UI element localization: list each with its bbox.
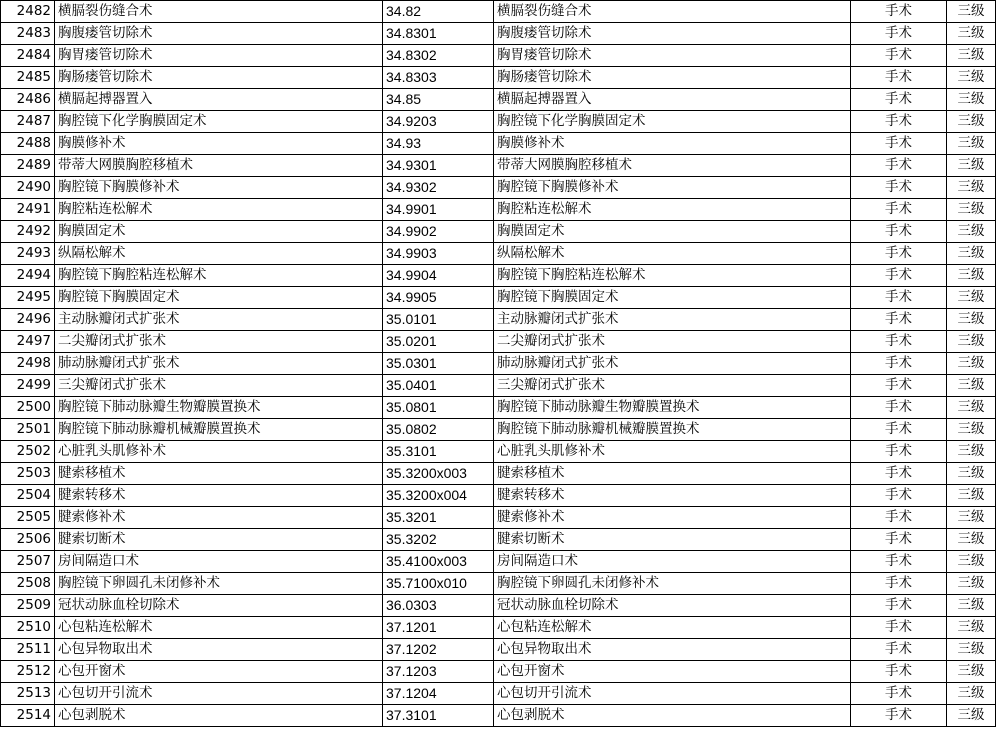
procedure-type: 手术	[851, 155, 947, 177]
procedure-type: 手术	[851, 617, 947, 639]
procedure-code: 35.0401	[383, 375, 494, 397]
procedure-name: 胸肠瘘管切除术	[55, 67, 383, 89]
procedure-name: 带蒂大网膜胸腔移植术	[55, 155, 383, 177]
procedure-code: 35.3101	[383, 441, 494, 463]
procedure-name-standard: 腱索修补术	[494, 507, 851, 529]
table-row	[1, 23, 996, 45]
procedure-type: 手术	[851, 529, 947, 551]
row-number: 2504	[1, 485, 55, 507]
procedure-code: 34.9904	[383, 265, 494, 287]
row-number: 2496	[1, 309, 55, 331]
table-row	[1, 661, 996, 683]
procedure-type: 手术	[851, 23, 947, 45]
row-number: 2505	[1, 507, 55, 529]
procedure-type: 手术	[851, 463, 947, 485]
procedure-name: 胸腔镜下肺动脉瓣生物瓣膜置换术	[55, 397, 383, 419]
procedure-code: 36.0303	[383, 595, 494, 617]
procedure-level: 三级	[947, 683, 996, 705]
procedure-name-standard: 心包剥脱术	[494, 705, 851, 727]
procedure-code: 37.1202	[383, 639, 494, 661]
procedure-name-standard: 横膈裂伤缝合术	[494, 1, 851, 23]
procedure-level: 三级	[947, 397, 996, 419]
row-number: 2484	[1, 45, 55, 67]
procedure-code: 34.8303	[383, 67, 494, 89]
procedure-code: 35.0101	[383, 309, 494, 331]
procedure-code: 35.4100x003	[383, 551, 494, 573]
row-number: 2486	[1, 89, 55, 111]
procedure-code: 35.0801	[383, 397, 494, 419]
procedure-name: 心脏乳头肌修补术	[55, 441, 383, 463]
row-number: 2510	[1, 617, 55, 639]
procedure-name-standard: 冠状动脉血栓切除术	[494, 595, 851, 617]
procedure-code: 34.85	[383, 89, 494, 111]
procedure-type: 手术	[851, 45, 947, 67]
procedure-name: 二尖瓣闭式扩张术	[55, 331, 383, 353]
procedure-type: 手术	[851, 595, 947, 617]
procedure-name: 胸腔粘连松解术	[55, 199, 383, 221]
procedure-type: 手术	[851, 221, 947, 243]
row-number: 2491	[1, 199, 55, 221]
table-row	[1, 463, 996, 485]
table-row	[1, 617, 996, 639]
procedure-name-standard: 胸腔镜下化学胸膜固定术	[494, 111, 851, 133]
procedure-name: 胸膜修补术	[55, 133, 383, 155]
table-row	[1, 89, 996, 111]
procedure-name-standard: 带蒂大网膜胸腔移植术	[494, 155, 851, 177]
table-row	[1, 243, 996, 265]
procedure-type: 手术	[851, 705, 947, 727]
procedure-name-standard: 心包粘连松解术	[494, 617, 851, 639]
row-number: 2503	[1, 463, 55, 485]
procedure-code: 35.3202	[383, 529, 494, 551]
row-number: 2508	[1, 573, 55, 595]
procedure-name-standard: 腱索切断术	[494, 529, 851, 551]
row-number: 2494	[1, 265, 55, 287]
table-row	[1, 45, 996, 67]
table-row	[1, 221, 996, 243]
procedure-code: 35.0301	[383, 353, 494, 375]
procedure-name-standard: 胸膜固定术	[494, 221, 851, 243]
procedure-type: 手术	[851, 199, 947, 221]
procedure-name: 胸腔镜下胸膜固定术	[55, 287, 383, 309]
procedure-level: 三级	[947, 639, 996, 661]
procedure-name-standard: 腱索转移术	[494, 485, 851, 507]
procedure-level: 三级	[947, 595, 996, 617]
procedure-name: 腱索转移术	[55, 485, 383, 507]
procedure-type: 手术	[851, 661, 947, 683]
procedure-name: 横膈起搏器置入	[55, 89, 383, 111]
procedure-level: 三级	[947, 551, 996, 573]
procedure-level: 三级	[947, 111, 996, 133]
procedure-type: 手术	[851, 287, 947, 309]
procedure-code: 34.9301	[383, 155, 494, 177]
procedure-code: 34.9302	[383, 177, 494, 199]
row-number: 2489	[1, 155, 55, 177]
procedure-code: 34.93	[383, 133, 494, 155]
procedure-level: 三级	[947, 485, 996, 507]
procedure-name-standard: 横膈起搏器置入	[494, 89, 851, 111]
procedure-type: 手术	[851, 89, 947, 111]
procedure-type: 手术	[851, 1, 947, 23]
procedure-code: 35.3200x003	[383, 463, 494, 485]
procedure-name-standard: 胸腔粘连松解术	[494, 199, 851, 221]
procedure-code: 35.3201	[383, 507, 494, 529]
row-number: 2501	[1, 419, 55, 441]
procedure-level: 三级	[947, 177, 996, 199]
table-row	[1, 1, 996, 23]
row-number: 2500	[1, 397, 55, 419]
procedure-name-standard: 肺动脉瓣闭式扩张术	[494, 353, 851, 375]
row-number: 2485	[1, 67, 55, 89]
procedure-name: 腱索修补术	[55, 507, 383, 529]
row-number: 2497	[1, 331, 55, 353]
procedure-name: 心包粘连松解术	[55, 617, 383, 639]
row-number: 2493	[1, 243, 55, 265]
row-number: 2506	[1, 529, 55, 551]
procedure-name-standard: 胸腔镜下肺动脉瓣生物瓣膜置换术	[494, 397, 851, 419]
procedure-type: 手术	[851, 177, 947, 199]
procedure-name: 横膈裂伤缝合术	[55, 1, 383, 23]
procedure-code: 35.0201	[383, 331, 494, 353]
procedure-code: 35.3200x004	[383, 485, 494, 507]
procedure-type: 手术	[851, 243, 947, 265]
table-row	[1, 111, 996, 133]
row-number: 2507	[1, 551, 55, 573]
procedure-name: 心包剥脱术	[55, 705, 383, 727]
procedure-type: 手术	[851, 67, 947, 89]
row-number: 2490	[1, 177, 55, 199]
procedure-code: 35.7100x010	[383, 573, 494, 595]
procedure-name-standard: 心脏乳头肌修补术	[494, 441, 851, 463]
procedure-level: 三级	[947, 23, 996, 45]
procedure-level: 三级	[947, 419, 996, 441]
procedure-code: 34.9203	[383, 111, 494, 133]
procedure-level: 三级	[947, 507, 996, 529]
procedure-level: 三级	[947, 441, 996, 463]
procedure-name-standard: 胸腔镜下胸膜修补术	[494, 177, 851, 199]
procedure-name: 心包异物取出术	[55, 639, 383, 661]
procedure-type: 手术	[851, 265, 947, 287]
row-number: 2499	[1, 375, 55, 397]
row-number: 2511	[1, 639, 55, 661]
procedure-name: 胸胃瘘管切除术	[55, 45, 383, 67]
procedure-name: 冠状动脉血栓切除术	[55, 595, 383, 617]
procedure-name-standard: 胸膜修补术	[494, 133, 851, 155]
procedure-level: 三级	[947, 617, 996, 639]
table-row	[1, 199, 996, 221]
procedure-name: 胸腔镜下化学胸膜固定术	[55, 111, 383, 133]
procedure-level: 三级	[947, 199, 996, 221]
procedure-name-standard: 三尖瓣闭式扩张术	[494, 375, 851, 397]
procedure-level: 三级	[947, 67, 996, 89]
row-number: 2495	[1, 287, 55, 309]
procedure-type: 手术	[851, 573, 947, 595]
procedure-type: 手术	[851, 441, 947, 463]
procedure-type: 手术	[851, 683, 947, 705]
procedure-level: 三级	[947, 243, 996, 265]
procedure-type: 手术	[851, 331, 947, 353]
procedure-code: 34.9901	[383, 199, 494, 221]
procedure-name: 胸膜固定术	[55, 221, 383, 243]
row-number: 2502	[1, 441, 55, 463]
procedure-type: 手术	[851, 375, 947, 397]
row-number: 2514	[1, 705, 55, 727]
procedure-type: 手术	[851, 353, 947, 375]
procedure-level: 三级	[947, 353, 996, 375]
procedure-name: 胸腔镜下卵圆孔未闭修补术	[55, 573, 383, 595]
procedure-name: 胸腹瘘管切除术	[55, 23, 383, 45]
procedure-name: 胸腔镜下胸腔粘连松解术	[55, 265, 383, 287]
procedure-name-standard: 二尖瓣闭式扩张术	[494, 331, 851, 353]
procedure-type: 手术	[851, 551, 947, 573]
table-row	[1, 331, 996, 353]
procedure-code: 37.1201	[383, 617, 494, 639]
table-row	[1, 265, 996, 287]
procedure-name: 房间隔造口术	[55, 551, 383, 573]
procedure-name-standard: 胸腔镜下胸腔粘连松解术	[494, 265, 851, 287]
procedure-name: 腱索移植术	[55, 463, 383, 485]
row-number: 2487	[1, 111, 55, 133]
row-number: 2483	[1, 23, 55, 45]
procedure-code: 34.8301	[383, 23, 494, 45]
table-row	[1, 309, 996, 331]
row-number: 2509	[1, 595, 55, 617]
procedure-name-standard: 胸腔镜下卵圆孔未闭修补术	[494, 573, 851, 595]
table-row	[1, 551, 996, 573]
procedure-name-standard: 胸肠瘘管切除术	[494, 67, 851, 89]
procedure-name-standard: 心包开窗术	[494, 661, 851, 683]
procedure-name-standard: 腱索移植术	[494, 463, 851, 485]
procedure-type: 手术	[851, 639, 947, 661]
table-row	[1, 639, 996, 661]
row-number: 2512	[1, 661, 55, 683]
procedure-level: 三级	[947, 309, 996, 331]
procedure-type: 手术	[851, 485, 947, 507]
table-row	[1, 507, 996, 529]
procedure-type: 手术	[851, 133, 947, 155]
procedure-name: 肺动脉瓣闭式扩张术	[55, 353, 383, 375]
procedure-code: 34.9903	[383, 243, 494, 265]
procedure-code: 34.8302	[383, 45, 494, 67]
table-row	[1, 397, 996, 419]
procedure-code: 35.0802	[383, 419, 494, 441]
procedure-code: 37.1204	[383, 683, 494, 705]
procedure-type: 手术	[851, 507, 947, 529]
procedure-name: 三尖瓣闭式扩张术	[55, 375, 383, 397]
table-row	[1, 155, 996, 177]
table-row	[1, 705, 996, 727]
procedure-level: 三级	[947, 133, 996, 155]
procedure-name: 心包开窗术	[55, 661, 383, 683]
procedure-type: 手术	[851, 419, 947, 441]
procedure-level: 三级	[947, 265, 996, 287]
row-number: 2488	[1, 133, 55, 155]
procedure-name: 胸腔镜下肺动脉瓣机械瓣膜置换术	[55, 419, 383, 441]
procedure-name-standard: 纵隔松解术	[494, 243, 851, 265]
row-number: 2482	[1, 1, 55, 23]
row-number: 2513	[1, 683, 55, 705]
procedure-name: 主动脉瓣闭式扩张术	[55, 309, 383, 331]
table-row	[1, 485, 996, 507]
table-row	[1, 441, 996, 463]
procedure-name-standard: 胸腔镜下肺动脉瓣机械瓣膜置换术	[494, 419, 851, 441]
procedure-level: 三级	[947, 1, 996, 23]
table-row	[1, 67, 996, 89]
procedure-code: 34.9902	[383, 221, 494, 243]
procedure-level: 三级	[947, 529, 996, 551]
procedure-level: 三级	[947, 331, 996, 353]
procedure-name: 纵隔松解术	[55, 243, 383, 265]
procedure-level: 三级	[947, 573, 996, 595]
procedure-name-standard: 房间隔造口术	[494, 551, 851, 573]
procedure-name: 胸腔镜下胸膜修补术	[55, 177, 383, 199]
procedure-name: 腱索切断术	[55, 529, 383, 551]
procedure-code: 34.82	[383, 1, 494, 23]
table-row	[1, 419, 996, 441]
procedure-level: 三级	[947, 705, 996, 727]
row-number: 2492	[1, 221, 55, 243]
procedure-level: 三级	[947, 287, 996, 309]
procedure-name-standard: 胸胃瘘管切除术	[494, 45, 851, 67]
procedure-name-standard: 主动脉瓣闭式扩张术	[494, 309, 851, 331]
procedure-level: 三级	[947, 463, 996, 485]
table-row	[1, 353, 996, 375]
table-row	[1, 133, 996, 155]
procedure-type: 手术	[851, 397, 947, 419]
table-body	[1, 1, 996, 727]
procedure-name: 心包切开引流术	[55, 683, 383, 705]
procedure-name-standard: 心包切开引流术	[494, 683, 851, 705]
procedure-level: 三级	[947, 89, 996, 111]
table-row	[1, 287, 996, 309]
table-row	[1, 573, 996, 595]
procedure-code: 34.9905	[383, 287, 494, 309]
procedure-name-standard: 心包异物取出术	[494, 639, 851, 661]
procedure-name-standard: 胸腹瘘管切除术	[494, 23, 851, 45]
procedure-level: 三级	[947, 155, 996, 177]
row-number: 2498	[1, 353, 55, 375]
procedure-level: 三级	[947, 45, 996, 67]
procedure-level: 三级	[947, 375, 996, 397]
procedure-level: 三级	[947, 221, 996, 243]
table-row	[1, 375, 996, 397]
table-row	[1, 683, 996, 705]
procedure-type: 手术	[851, 309, 947, 331]
procedure-code: 37.3101	[383, 705, 494, 727]
procedure-level: 三级	[947, 661, 996, 683]
table-row	[1, 595, 996, 617]
procedure-name-standard: 胸腔镜下胸膜固定术	[494, 287, 851, 309]
table-row	[1, 177, 996, 199]
table-row	[1, 529, 996, 551]
procedure-type: 手术	[851, 111, 947, 133]
procedure-code: 37.1203	[383, 661, 494, 683]
